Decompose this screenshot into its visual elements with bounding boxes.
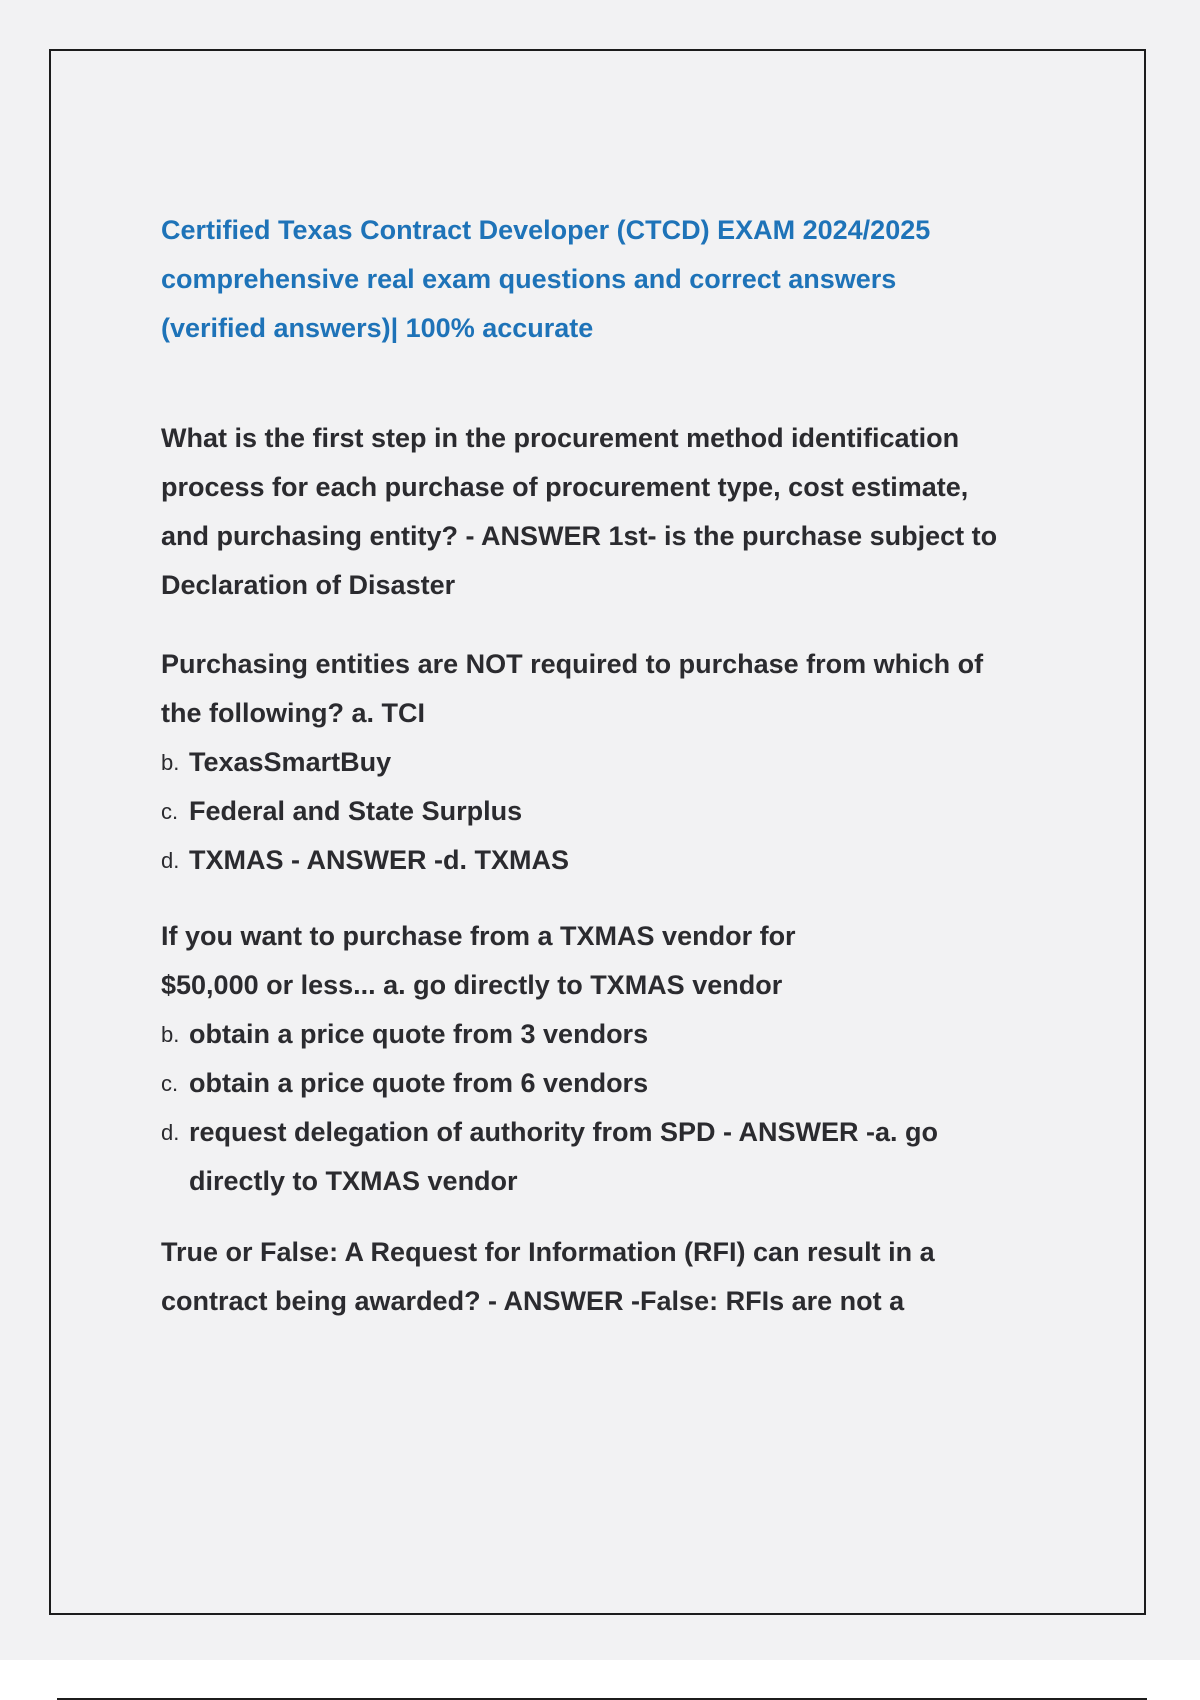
next-page-edge <box>0 1660 1200 1700</box>
option-letter: d. <box>161 848 180 873</box>
option-text: TXMAS - ANSWER -d. TXMAS <box>189 845 569 875</box>
question-line: Purchasing entities are NOT required to purchase from which of <box>161 649 984 679</box>
question-line: and purchasing entity? - ANSWER 1st- is the purchase subject to <box>161 521 998 551</box>
answer-option <box>161 836 1061 885</box>
answer-option <box>161 738 1061 787</box>
question-3 <box>161 912 1061 1206</box>
option-letter: c. <box>161 1071 179 1096</box>
option-text: request delegation of authority from SPD - ANSWER -a. go <box>189 1117 939 1147</box>
question-line: Declaration of Disaster <box>161 570 456 600</box>
question-line: True or False: A Request for Information (RFI) can result in a <box>161 1237 935 1267</box>
question-line: process for each purchase of procurement type, cost estimate, <box>161 472 969 502</box>
option-letter: d. <box>161 1120 180 1145</box>
title-line: (verified answers)| 100% accurate <box>161 313 594 343</box>
option-text-continuation: directly to TXMAS vendor <box>189 1166 518 1196</box>
answer-option <box>161 1010 1061 1059</box>
option-text: TexasSmartBuy <box>189 747 392 777</box>
document-page <box>49 49 1146 1615</box>
answer-option <box>161 787 1061 836</box>
question-1 <box>161 414 1061 610</box>
option-text: Federal and State Surplus <box>189 796 523 826</box>
title-line: comprehensive real exam questions and correct answers <box>161 264 897 294</box>
title-line: Certified Texas Contract Developer (CTCD) EXAM 2024/2025 <box>161 215 931 245</box>
question-line: $50,000 or less... a. go directly to TXMAS vendor <box>161 970 783 1000</box>
question-4 <box>161 1228 1061 1326</box>
option-text: obtain a price quote from 6 vendors <box>189 1068 649 1098</box>
option-text: obtain a price quote from 3 vendors <box>189 1019 649 1049</box>
question-line: contract being awarded? - ANSWER -False: RFIs are not a <box>161 1286 905 1316</box>
option-letter: b. <box>161 750 180 775</box>
question-line: What is the first step in the procurement method identification <box>161 423 960 453</box>
option-letter: c. <box>161 799 179 824</box>
question-line: If you want to purchase from a TXMAS vendor for <box>161 921 796 951</box>
document-title <box>161 206 1041 353</box>
option-letter: b. <box>161 1022 180 1047</box>
answer-option <box>161 1059 1061 1108</box>
answer-option <box>161 1108 1061 1157</box>
question-2 <box>161 640 1061 885</box>
question-line: the following? a. TCI <box>161 698 425 728</box>
